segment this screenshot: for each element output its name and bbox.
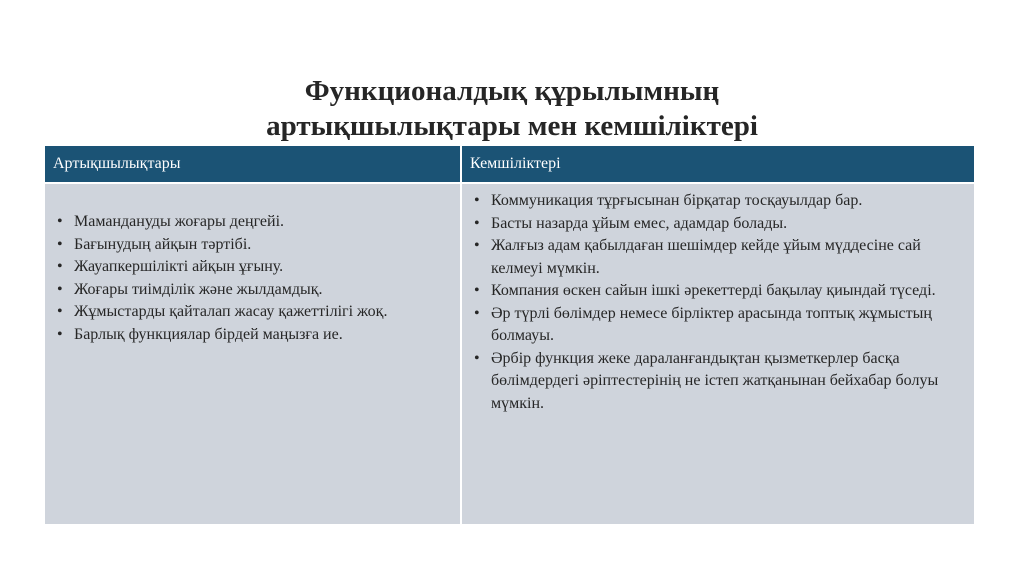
disadvantage-item: • Компания өскен сайын ішкі әрекеттерді бақылау қиындай түседі. <box>462 280 974 303</box>
advantages-list <box>45 211 460 346</box>
disadvantages-cell <box>462 184 974 524</box>
advantage-item: • Жұмыстарды қайталап жасау қажеттілігі жоқ. <box>45 301 460 324</box>
slide-title-line-2: артықшылықтары мен кемшіліктері <box>266 110 758 142</box>
advantages-cell <box>45 184 460 524</box>
disadvantage-item: • Әрбір функция жеке дараланғандықтан қызметкерлер басқа бөлімдердегі әріптестерінің не істеп жатқанынан бейхабар болуы мүмкін. <box>462 348 974 416</box>
slide-title-line-1: Функционалдық құрылымның <box>304 75 720 107</box>
comparison-table <box>45 146 974 524</box>
advantage-item: • Жауапкершілікті айқын ұғыну. <box>45 256 460 279</box>
disadvantage-item: • Коммуникация тұрғысынан бірқатар тосқауылдар бар. <box>462 190 974 213</box>
header-disadvantages: Кемшіліктері <box>462 146 974 182</box>
advantage-item: • Жоғары тиімділік және жылдамдық. <box>45 279 460 302</box>
disadvantage-item: • Әр түрлі бөлімдер немесе бірліктер арасында топтық жұмыстың болмауы. <box>462 303 974 348</box>
disadvantages-list <box>462 190 974 415</box>
disadvantage-item: • Жалғыз адам қабылдаған шешімдер кейде ұйым мүддесіне сай келмеуі мүмкін. <box>462 235 974 280</box>
advantage-item: • Бағынудың айқын тәртібі. <box>45 234 460 257</box>
header-advantages: Артықшылықтары <box>45 146 460 182</box>
advantage-item: • Мамандануды жоғары деңгейі. <box>45 211 460 234</box>
disadvantage-item: • Басты назарда ұйым емес, адамдар болады. <box>462 213 974 236</box>
slide-title <box>0 74 1024 144</box>
advantage-item: • Барлық функциялар бірдей маңызға ие. <box>45 324 460 347</box>
